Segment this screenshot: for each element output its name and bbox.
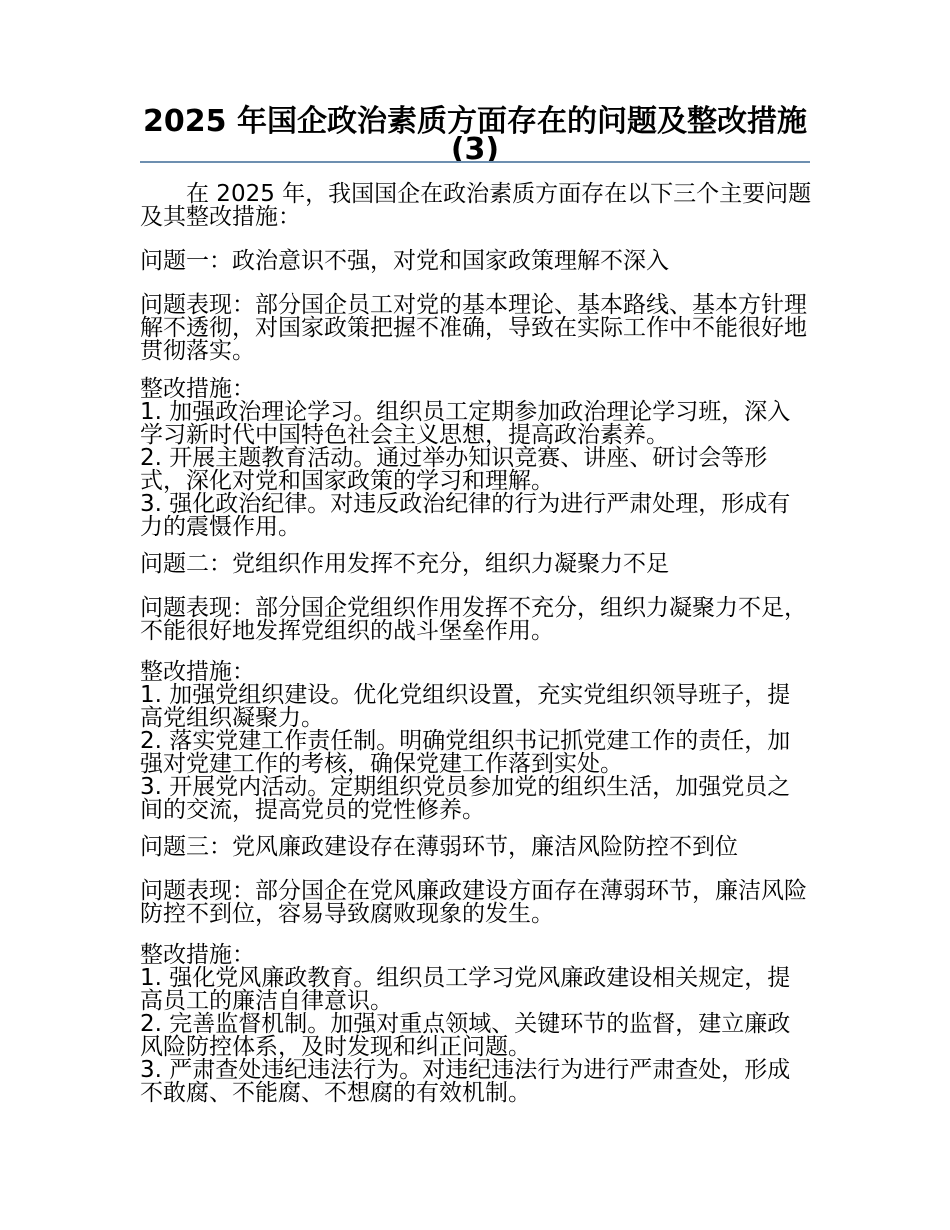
issue-3-description: 问题表现：部分国企在党风廉政建设方面存在薄弱环节，廉洁风险防控不到位，容易导致腐败现象的发生。 xyxy=(140,878,807,927)
issue-2-measures xyxy=(140,661,812,822)
intro-paragraph: 在 2025 年，我国国企在政治素质方面存在以下三个主要问题及其整改措施： xyxy=(140,181,812,230)
measure-item: 2. 完善监督机制。加强对重点领域、关键环节的监督，建立廉政风险防控体系，及时发现和纠正问题。 xyxy=(140,1011,791,1060)
issue-3-heading: 问题三：党风廉政建设存在薄弱环节，廉洁风险防控不到位 xyxy=(140,834,738,860)
issue-1-heading: 问题一：政治意识不强，对党和国家政策理解不深入 xyxy=(140,248,669,274)
issue-2-description: 问题表现：部分国企党组织作用发挥不充分，组织力凝聚力不足，不能很好地发挥党组织的战斗堡垒作用。 xyxy=(140,595,807,644)
issue-1-description: 问题表现：部分国企员工对党的基本理论、基本路线、基本方针理解不透彻，对国家政策把握不准确，导致在实际工作中不能很好地贯彻落实。 xyxy=(140,292,807,364)
title-underline xyxy=(140,161,810,163)
measure-item: 1. 强化党风廉政教育。组织员工学习党风廉政建设相关规定，提高员工的廉洁自律意识。 xyxy=(140,965,791,1014)
issue-1-measures xyxy=(140,378,812,539)
measure-item: 3. 开展党内活动。定期组织党员参加党的组织生活，加强党员之间的交流，提高党员的党性修养。 xyxy=(140,774,791,823)
document-title: 2025 年国企政治素质方面存在的问题及整改措施(3) xyxy=(143,104,807,167)
measures-label: 整改措施： xyxy=(140,942,255,968)
issue-2-heading: 问题二：党组织作用发挥不充分，组织力凝聚力不足 xyxy=(140,551,669,577)
measures-label: 整改措施： xyxy=(140,659,255,685)
issue-3-measures xyxy=(140,944,812,1105)
measure-item: 1. 加强党组织建设。优化党组织设置，充实党组织领导班子，提高党组织凝聚力。 xyxy=(140,682,791,731)
measure-item: 3. 强化政治纪律。对违反政治纪律的行为进行严肃处理，形成有力的震慑作用。 xyxy=(140,491,791,540)
measure-item: 1. 加强政治理论学习。组织员工定期参加政治理论学习班，深入学习新时代中国特色社会主义思想，提高政治素养。 xyxy=(140,399,791,448)
measure-item: 2. 落实党建工作责任制。明确党组织书记抓党建工作的责任，加强对党建工作的考核，确保党建工作落到实处。 xyxy=(140,728,791,777)
measure-item: 3. 严肃查处违纪违法行为。对违纪违法行为进行严肃查处，形成不敢腐、不能腐、不想腐的有效机制。 xyxy=(140,1057,791,1106)
measure-item: 2. 开展主题教育活动。通过举办知识竞赛、讲座、研讨会等形式，深化对党和国家政策的学习和理解。 xyxy=(140,445,768,494)
measures-label: 整改措施： xyxy=(140,376,255,402)
